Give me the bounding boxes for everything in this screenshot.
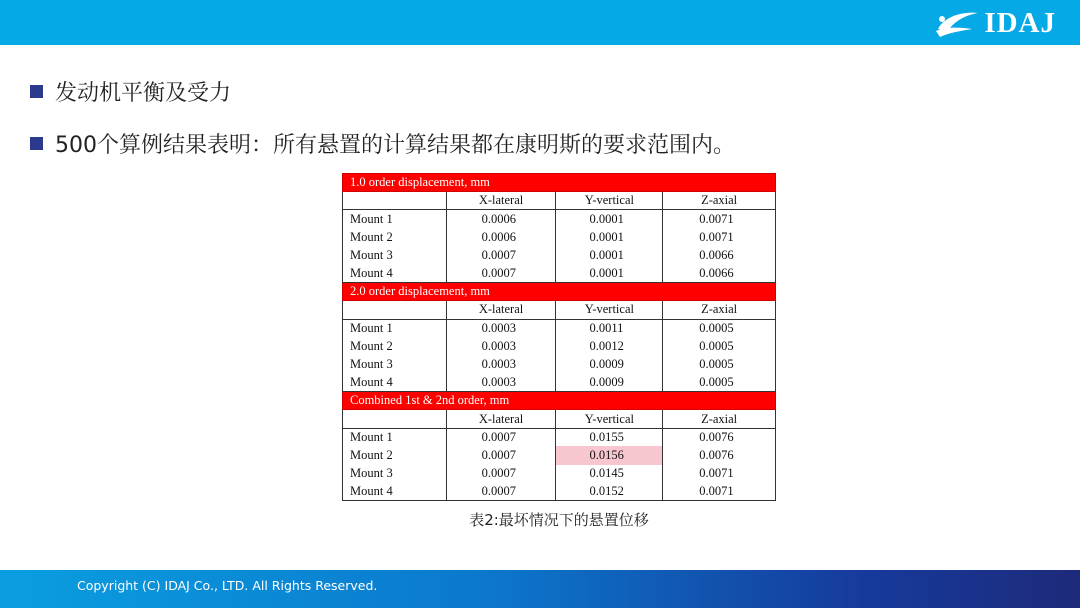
column-header: X-lateral — [446, 410, 556, 428]
column-header: Z-axial — [663, 301, 776, 319]
column-header: X-lateral — [446, 192, 556, 210]
table-row — [343, 319, 776, 337]
footer-bar — [0, 570, 1080, 608]
bullet-item — [30, 128, 735, 159]
section-title: Combined 1st & 2nd order, mm — [343, 392, 776, 410]
table-cell: 0.0155 — [556, 428, 663, 446]
table-row — [343, 337, 776, 355]
mount-label: Mount 1 — [343, 210, 447, 228]
table-cell: 0.0006 — [446, 228, 556, 246]
mount-label: Mount 3 — [343, 246, 447, 264]
table-row — [343, 374, 776, 392]
table-cell: 0.0076 — [663, 446, 776, 464]
mount-label: Mount 3 — [343, 465, 447, 483]
table-cell: 0.0007 — [446, 483, 556, 501]
bullet-text: 500个算例结果表明：所有悬置的计算结果都在康明斯的要求范围内。 — [55, 133, 735, 158]
mount-label: Mount 4 — [343, 264, 447, 282]
column-header: Z-axial — [663, 192, 776, 210]
mount-label: Mount 4 — [343, 483, 447, 501]
table-cell: 0.0071 — [663, 483, 776, 501]
column-header — [343, 192, 447, 210]
table-cell: 0.0005 — [663, 374, 776, 392]
mount-label: Mount 2 — [343, 228, 447, 246]
bullet-item — [30, 76, 231, 107]
table-cell: 0.0011 — [556, 319, 663, 337]
table-cell: 0.0066 — [663, 264, 776, 282]
table-cell: 0.0005 — [663, 355, 776, 373]
mount-label: Mount 1 — [343, 319, 447, 337]
table-cell: 0.0071 — [663, 210, 776, 228]
column-header: Y-vertical — [556, 410, 663, 428]
column-header-row — [343, 192, 776, 210]
column-header — [343, 301, 447, 319]
square-bullet-icon — [30, 137, 43, 150]
table-cell: 0.0007 — [446, 428, 556, 446]
table-cell: 0.0007 — [446, 465, 556, 483]
column-header: Z-axial — [663, 410, 776, 428]
column-header: Y-vertical — [556, 301, 663, 319]
mount-label: Mount 2 — [343, 446, 447, 464]
table-cell: 0.0012 — [556, 337, 663, 355]
table-cell: 0.0007 — [446, 446, 556, 464]
table-cell: 0.0001 — [556, 228, 663, 246]
mount-label: Mount 3 — [343, 355, 447, 373]
table-cell: 0.0007 — [446, 264, 556, 282]
table-row — [343, 246, 776, 264]
table-cell: 0.0009 — [556, 374, 663, 392]
table-cell: 0.0076 — [663, 428, 776, 446]
table-row — [343, 210, 776, 228]
column-header-row — [343, 410, 776, 428]
table-cell: 0.0071 — [663, 465, 776, 483]
table-cell: 0.0003 — [446, 319, 556, 337]
mount-label: Mount 1 — [343, 428, 447, 446]
table-cell: 0.0003 — [446, 355, 556, 373]
table-cell: 0.0003 — [446, 374, 556, 392]
column-header-row — [343, 301, 776, 319]
table-row — [343, 483, 776, 501]
copyright-text: Copyright (C) IDAJ Co., LTD. All Rights Reserved. — [77, 578, 378, 593]
highlighted-cell: 0.0156 — [556, 446, 663, 464]
table-cell: 0.0001 — [556, 210, 663, 228]
table-row — [343, 264, 776, 282]
table-cell: 0.0145 — [556, 465, 663, 483]
table-cell: 0.0005 — [663, 319, 776, 337]
table-cell: 0.0152 — [556, 483, 663, 501]
mount-label: Mount 4 — [343, 374, 447, 392]
table-row — [343, 228, 776, 246]
column-header: X-lateral — [446, 301, 556, 319]
table-cell: 0.0001 — [556, 264, 663, 282]
table-cell: 0.0066 — [663, 246, 776, 264]
header-bar — [0, 0, 1080, 45]
table-cell: 0.0007 — [446, 246, 556, 264]
table-row — [343, 465, 776, 483]
section-title: 2.0 order displacement, mm — [343, 283, 776, 301]
table-cell: 0.0009 — [556, 355, 663, 373]
table-caption: 表2:最坏情况下的悬置位移 — [469, 511, 649, 529]
table-cell: 0.0001 — [556, 246, 663, 264]
table-cell: 0.0003 — [446, 337, 556, 355]
section-header — [343, 174, 776, 192]
displacement-table — [342, 173, 776, 501]
swoosh-icon — [932, 7, 980, 39]
bullet-text: 发动机平衡及受力 — [55, 81, 232, 106]
table-cell: 0.0071 — [663, 228, 776, 246]
section-header — [343, 283, 776, 301]
table-cell: 0.0006 — [446, 210, 556, 228]
column-header — [343, 410, 447, 428]
idaj-logo — [932, 6, 1056, 40]
table-row — [343, 446, 776, 464]
table-row — [343, 355, 776, 373]
table-row — [343, 428, 776, 446]
table-cell: 0.0005 — [663, 337, 776, 355]
section-title: 1.0 order displacement, mm — [343, 174, 776, 192]
mount-label: Mount 2 — [343, 337, 447, 355]
section-header — [343, 392, 776, 410]
column-header: Y-vertical — [556, 192, 663, 210]
logo-text: IDAJ — [984, 6, 1056, 39]
square-bullet-icon — [30, 85, 43, 98]
